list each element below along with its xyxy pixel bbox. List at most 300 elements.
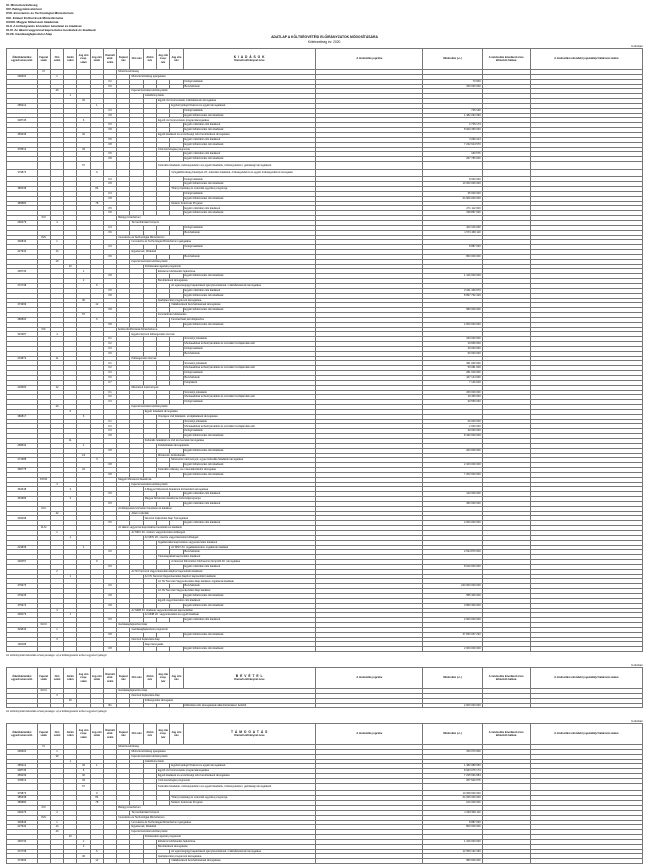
- cell-amount: 2 634 870 000: [423, 550, 482, 555]
- cell-jogcim: [316, 647, 423, 652]
- cell-k: K8: [103, 182, 116, 187]
- cell-amount: 7 146 000: [423, 380, 482, 385]
- cell-jc: 1: [77, 839, 90, 844]
- cell-amount: 160 576: [423, 152, 482, 157]
- item-name: Művészeti intézmények, egyes kulturális feladatok támogatása: [170, 458, 316, 463]
- cell-jc: 32: [77, 99, 90, 104]
- footnote: Az előirányzatmódosítás érvényessége: a) a költségvetési évben egyszeri jellegű: [6, 709, 107, 713]
- cell-k: K6: [103, 351, 116, 356]
- cell-amount: 2 000 000 000: [423, 618, 482, 623]
- cell-jogcim: [316, 859, 423, 864]
- cell-fej: XVII.: [37, 235, 50, 240]
- cell-amount: 2 000 000 000: [423, 703, 482, 708]
- cell-fej: [37, 703, 50, 708]
- cell-jc: 30: [77, 854, 90, 859]
- column-header: Alcím név: [143, 668, 156, 689]
- item-name: Az NV Nemzeti Vagyonkezelési Alap kiadásai, ingatlanok kiadásai: [157, 579, 316, 584]
- cell-amount: 150 000 000: [423, 390, 482, 395]
- empty-cell: [130, 169, 143, 177]
- cell-id: 363648: [7, 487, 38, 492]
- cell-cim: 1: [50, 820, 63, 825]
- empty-cell: [117, 859, 130, 864]
- cell-id: 373999: [7, 859, 38, 864]
- cell-id: 375373: [7, 584, 38, 589]
- cell-j: 12: [90, 303, 103, 308]
- cell-j: 9: [90, 169, 103, 177]
- cell-id: 385338: [7, 187, 38, 192]
- cell-cim: 11: [50, 356, 63, 361]
- cell-k: K3: [103, 371, 116, 376]
- cell-jc: 67: [77, 783, 90, 791]
- item-name: Vállalkozások beruházásainak támogatása: [170, 303, 316, 308]
- item-name: Egyéb működési célú kiadások: [183, 137, 316, 142]
- column-header: Jog cím csop. szám: [77, 49, 90, 70]
- table-row: [7, 647, 643, 652]
- cell-next-year: [482, 783, 530, 791]
- cell-k: K3: [103, 108, 116, 113]
- empty-cell: [117, 647, 130, 652]
- item-name: Innovációs és Technológiai Minisztérium igazgatása: [130, 820, 316, 825]
- cell-j: 6: [90, 317, 103, 322]
- cell-alc: [64, 703, 77, 708]
- cell-k: K8: [103, 593, 116, 598]
- item-name: Egyéb felhalmozási célú kiadások: [183, 593, 316, 598]
- item-name: Beruházások támogatása: [157, 279, 316, 284]
- cell-amount: 3 860 300 000: [423, 603, 482, 608]
- cell-amount: 1 416 000 000: [423, 839, 482, 844]
- empty-cell: [130, 703, 143, 708]
- chapter-line: XLIV. Az állami vagyonnal kapcsolatos bevételek és kiadások: [6, 28, 96, 33]
- column-header: Kiemelt előirányzat neve: [234, 59, 265, 62]
- item-name: Az NV Nemzeti Vagyonkezelési Alap kiadásai: [157, 589, 316, 594]
- empty-cell: [157, 859, 170, 864]
- cell-k: K1: [103, 390, 116, 395]
- cell-amount: 8 923 075 173: [423, 769, 482, 774]
- cell-id: 296736: [7, 839, 38, 844]
- column-header: Fejezet szám: [37, 668, 50, 689]
- section-header: [183, 668, 316, 689]
- cell-amount: 8 920 350 000: [423, 128, 482, 133]
- cell-id: 315387: [7, 332, 38, 337]
- cell-fej: [37, 162, 50, 170]
- cell-id: 339098: [7, 516, 38, 521]
- item-name: Egyéb felhalmozási célú kiadások: [183, 142, 316, 147]
- item-name: Az MNV Zrt. részére vagyonkezelési költségek: [130, 531, 316, 536]
- item-name: Fenntartható közlekedés: [157, 313, 316, 318]
- cell-k: [103, 859, 116, 864]
- item-name: Gazdaságfejlesztési Alap: [117, 623, 316, 628]
- cell-k: K2: [103, 366, 116, 371]
- column-header: Alcím szám: [64, 668, 77, 689]
- cell-amount: 2 725 173: [423, 123, 482, 128]
- cell-jc: 1: [77, 269, 90, 274]
- cell-cim: 1: [50, 74, 63, 79]
- cell-j: [90, 647, 103, 652]
- cell-amount: 2 000 000: [423, 424, 482, 429]
- item-name: Egyéb központi költségvetési szervek: [130, 332, 316, 337]
- cell-alc: 1: [64, 574, 77, 579]
- cell-next-year: [482, 162, 530, 170]
- table-row: [7, 859, 643, 864]
- item-name: Egyéb felhalmozási célú kiadások: [183, 463, 316, 468]
- item-name: Dologi kiadások: [183, 225, 316, 230]
- item-name: Közlekedési ágazati programok: [143, 264, 316, 269]
- cell-cim: 4: [50, 221, 63, 226]
- unit-label: forintban: [631, 44, 643, 48]
- item-name: Egyéb felhalmozási célú kiadások: [183, 434, 316, 439]
- column-header: Jog cím név: [170, 668, 183, 689]
- cell-k: K2: [103, 424, 116, 429]
- item-name: Dologi kiadások: [183, 108, 316, 113]
- cell-amount: 12 059 192 390: [423, 849, 482, 854]
- cell-k: K8: [103, 113, 116, 118]
- column-header: Jog cím csop. szám: [77, 724, 90, 745]
- cell-j: [90, 783, 103, 791]
- item-name: Személyi juttatások: [183, 361, 316, 366]
- item-name: Fenntartható járműfejlesztés: [170, 317, 316, 322]
- cell-k: K8: [103, 293, 116, 298]
- cell-k: K5: [103, 492, 116, 497]
- item-name: Művészeti intézmények: [130, 385, 316, 390]
- cell-k: K3: [103, 245, 116, 250]
- cell-k: K2: [103, 79, 116, 84]
- cell-amount: 8 887 000: [423, 245, 482, 250]
- empty-cell: [170, 703, 183, 708]
- table-row: [7, 169, 643, 177]
- cell-cim: [50, 647, 63, 652]
- cell-amount: 980 000 000: [423, 308, 482, 313]
- cell-id: [7, 162, 38, 170]
- column-header: Jog cím csop. név: [157, 49, 170, 70]
- cell-k: [103, 783, 116, 791]
- cell-amount: 19 650 000: [423, 342, 482, 347]
- item-name: Fejezeti kezelésű előirányzatok: [130, 754, 316, 759]
- empty-cell: [117, 703, 130, 708]
- column-header: Alcím név: [143, 49, 156, 70]
- cell-alc: 30: [64, 698, 77, 703]
- item-name: Költségvetési támogatás: [143, 698, 316, 703]
- cell-amount: 2 100 000 000: [423, 463, 482, 468]
- cell-k: K6: [103, 584, 116, 589]
- column-header: Alcím szám: [64, 724, 77, 745]
- item-name: Az egészségügyi kapacitások igénybevételének, működtetésének támogatása: [170, 283, 316, 288]
- cell-amount: 200 000 000: [423, 448, 482, 453]
- cell-fej: [37, 783, 50, 791]
- empty-cell: [143, 169, 156, 177]
- empty-cell: [130, 783, 143, 791]
- cell-fej: XXXIII.: [37, 477, 50, 482]
- item-name: Társaságokkal kapcsolatos kiadások: [157, 555, 316, 560]
- cell-k: K1: [103, 361, 116, 366]
- cell-alc: [64, 162, 77, 170]
- column-header: Jog cím név: [170, 49, 183, 70]
- item-name: Egyéb feladatok támogatása: [143, 409, 316, 414]
- cell-k: K3: [103, 346, 116, 351]
- cell-fej: XI.: [37, 745, 50, 750]
- cell-fej: XI.: [37, 70, 50, 75]
- item-name: Egyéb felhalmozási célú kiadások: [183, 157, 316, 162]
- column-header: A módosítást elrendelő jogszabály/ határozat száma: [530, 668, 642, 689]
- item-name: Egyéb felhalmozási célú kiadások: [183, 308, 316, 313]
- item-name: Magyar Művészeti Akadémia: [117, 477, 316, 482]
- cell-alc: 22: [64, 835, 77, 840]
- cell-id: 363686: [7, 497, 38, 502]
- cell-amount: 338 897 000: [423, 211, 482, 216]
- cell-cim: 2: [50, 569, 63, 574]
- cell-id: 218600: [7, 385, 38, 390]
- column-header: Jog cím csop. név: [157, 668, 170, 689]
- cell-amount: 800 000 000: [423, 825, 482, 830]
- column-header: Jog cím szám: [90, 49, 103, 70]
- cell-k: K8: [103, 448, 116, 453]
- cell-cim: 20: [50, 259, 63, 264]
- item-name: Az MNV Zrt. ingatlankezelési, ingatlanok kiadásai: [170, 545, 316, 550]
- empty-cell: [143, 783, 156, 791]
- cell-id: 296479: [7, 221, 38, 226]
- cell-amount: 1 574 490 110: [423, 230, 482, 235]
- cell-amount: 257 780 000: [423, 157, 482, 162]
- cell-id: 372738: [7, 849, 38, 854]
- cell-k: K5: [103, 206, 116, 211]
- item-name: Elővárosi közlekedés fejlesztése: [157, 839, 316, 844]
- column-header: Jog cím szám: [90, 724, 103, 745]
- cell-cim: 3: [50, 693, 63, 698]
- cell-k: K1: [103, 337, 116, 342]
- cell-k: K6: [103, 376, 116, 381]
- item-name: Dologi kiadások: [183, 400, 316, 405]
- item-name: Innovációs és Technológiai Minisztérium: [117, 235, 316, 240]
- cell-fej: XLVII.: [37, 689, 50, 694]
- cell-id: 338745: [7, 118, 38, 123]
- item-name: Egyházi jellegű fővárosi és egyéb támogatások: [170, 103, 316, 108]
- cell-j: 9: [90, 791, 103, 796]
- cell-jc: 33: [77, 778, 90, 783]
- item-name: Civil összefogás programok: [157, 147, 316, 152]
- item-name: Állami számlák: [130, 511, 316, 516]
- item-name: Egyéb felhalmozási célú kiadások: [183, 196, 316, 201]
- cell-cim: 14: [50, 250, 63, 255]
- cell-id: 296736: [7, 269, 38, 274]
- cell-cim: [50, 859, 63, 864]
- document-title: ADATLAP A KÖLTSÉGVETÉSI ELŐIRÁNYZATOK MÓDOSÍTÁSÁRA: [271, 35, 378, 39]
- footnote: Az előirányzatmódosítás érvényessége: a) a költségvetési évben egyszeri jellegű: [6, 653, 107, 657]
- cell-id: 373999: [7, 303, 38, 308]
- column-header: Jog cím szám: [90, 668, 103, 689]
- cell-k: K5: [103, 152, 116, 157]
- cell-k: K8: [103, 128, 116, 133]
- cell-amount: 30 000 000: [423, 429, 482, 434]
- cell-j: 3: [90, 458, 103, 463]
- cell-jc: 24: [77, 468, 90, 473]
- table-row: [7, 162, 643, 170]
- cell-id: 375372: [7, 603, 38, 608]
- cell-amount: 150 000 000: [423, 337, 482, 342]
- cell-cim: 20: [50, 405, 63, 410]
- item-name: Terrorelhárítási Központ: [130, 221, 316, 226]
- cell-jogcim: [316, 703, 423, 708]
- item-name: Egyéb működési célú kiadások: [183, 123, 316, 128]
- cell-k: K8: [103, 463, 116, 468]
- cell-j: 78: [90, 201, 103, 206]
- item-name: Beruházások: [183, 351, 316, 356]
- header-row: [7, 724, 643, 745]
- item-name: Egyéb felhalmozási célú kiadások: [183, 472, 316, 477]
- cell-id: 379873: [7, 169, 38, 177]
- cell-amount: 8 000 000: [423, 177, 482, 182]
- cell-alc: 3: [64, 487, 77, 492]
- cell-amount: 64 935 000 000: [423, 796, 482, 801]
- cell-amount: 1 416 000 000: [423, 274, 482, 279]
- cell-amount: 1 482 264 390: [423, 113, 482, 118]
- cell-k: K8: [103, 632, 116, 637]
- item-name: Munkaadókat terhelő járulékok és szociális hozzájárulási adó: [183, 342, 316, 347]
- cell-alc: [64, 783, 77, 791]
- cell-k: [103, 169, 116, 177]
- cell-k: K6: [103, 254, 116, 259]
- item-name: Egyéb felhalmozási célú kiadások: [183, 211, 316, 216]
- item-name: Kulturális feladatok, örökségvédelem és egyéb feladatok, örökségvédelmi, gazdasági támogatások: [157, 162, 316, 170]
- cell-amount: 70 900: [423, 79, 482, 84]
- item-name: Egyetemek, főiskolák: [130, 250, 316, 255]
- cell-alc: 6: [64, 409, 77, 414]
- item-name: Felsőoktatási támogatások: [157, 443, 316, 448]
- cell-k: K2: [103, 342, 116, 347]
- item-name: Egyéb felhalmozási célú kiadások: [183, 647, 316, 652]
- cell-k: K5: [103, 521, 116, 526]
- cell-id: 330846: [7, 820, 38, 825]
- section-title: B E V É T E L: [235, 673, 263, 678]
- item-name: Gazdaságfejlesztési programok: [130, 627, 316, 632]
- cell-alc: 1: [64, 535, 77, 540]
- cell-alc: 11: [64, 438, 77, 443]
- column-header: Módosítás (+/-): [423, 668, 482, 689]
- cell-jogcim: [316, 783, 423, 791]
- cell-k: K5: [103, 288, 116, 293]
- cell-j: 6: [90, 849, 103, 854]
- cell-amount: 59 081 000: [423, 366, 482, 371]
- empty-cell: [130, 647, 143, 652]
- cell-j: [90, 162, 103, 170]
- item-name: Egyetemek, főiskolák: [130, 825, 316, 830]
- cell-alc: 1: [64, 94, 77, 99]
- cell-id: 330846: [7, 240, 38, 245]
- cell-amount: 19 450 000: [423, 395, 482, 400]
- cell-fej: XLII.: [37, 506, 50, 511]
- cell-jc: [77, 647, 90, 652]
- cell-decree: [530, 169, 642, 177]
- column-header: Alcím név: [143, 724, 156, 745]
- cell-jc: 67: [77, 162, 90, 170]
- item-name: Egyéb felhalmozási célú kiadások: [183, 603, 316, 608]
- bevetel-table: [6, 667, 643, 708]
- item-name: Emberi Erőforrások Minisztériuma: [117, 327, 316, 332]
- item-name: Tihanyi Apátság és műemlék együttes programja: [170, 187, 316, 192]
- cell-k: K5: [103, 123, 116, 128]
- cell-fej: [37, 647, 50, 652]
- item-name: Beruházások: [183, 84, 316, 89]
- column-header: Cím név: [130, 49, 143, 70]
- cell-amount: 8 887 000: [423, 820, 482, 825]
- empty-cell: [130, 162, 143, 170]
- cell-jc: 1: [77, 545, 90, 550]
- column-header: Államháztartási egyedi azonosító: [7, 49, 38, 70]
- item-name: Kulturális feladatok, örökségvédelem és egyéb feladatok, örökségvédelmi, gazdasági támogatások: [157, 783, 316, 791]
- cell-decree: [530, 647, 642, 652]
- cell-k: K5: [103, 501, 116, 506]
- cell-amount: 30 550 000: [423, 400, 482, 405]
- column-header: A módosítást elrendelő jogszabály/ határozat száma: [530, 724, 642, 745]
- column-header: Módosítás (+/-): [423, 724, 482, 745]
- item-name: Egyéb működési célú kiadások: [183, 492, 316, 497]
- cell-amount: 7 200 000 000: [423, 472, 482, 477]
- column-header: Alcím szám: [64, 49, 77, 70]
- cell-id: 385880: [7, 201, 38, 206]
- column-header: Kiemelt előir. szám: [103, 49, 116, 70]
- chapter-line: XIX. Emberi Erőforrások Minisztériuma: [6, 15, 64, 20]
- cell-next-year: [482, 703, 530, 708]
- section-header: [183, 724, 316, 745]
- cell-cim: [50, 162, 63, 170]
- cell-cim: [50, 783, 63, 791]
- document-subtitle: Kötelezettség év: 2020.: [307, 40, 342, 44]
- cell-id: [7, 647, 38, 652]
- column-header: A módosítás következő évre áthúzódó hatása: [482, 668, 530, 689]
- cell-id: 380817: [7, 414, 38, 419]
- cell-amount: 37 830 067 262: [423, 632, 482, 637]
- chapter-line: XLVII. Gazdaságfejlesztési Alap: [6, 32, 53, 37]
- item-name: Az MNB Zrt. vagyonkezelési és egyéb kiadásai: [143, 613, 316, 618]
- item-name: Egyéb működési célú kiadások: [183, 501, 316, 506]
- cell-id: 385338: [7, 796, 38, 801]
- column-header: Jog cím csop. szám: [77, 668, 90, 689]
- cell-k: K6: [103, 230, 116, 235]
- cell-id: 271688: [7, 458, 38, 463]
- column-header: Cím név: [130, 668, 143, 689]
- cell-cim: 1: [50, 627, 63, 632]
- cell-jogcim: [316, 162, 423, 170]
- cell-id: 379235: [7, 593, 38, 598]
- section-title: T Á M O G A T Á S: [230, 729, 268, 734]
- cell-id: 378513: [7, 778, 38, 783]
- item-name: Modern Kolozsvár Program: [170, 801, 316, 806]
- cell-cim: 4: [50, 810, 63, 815]
- cell-amount: 585 400 000: [423, 593, 482, 598]
- cell-amount: 2 000 000 000: [423, 322, 482, 327]
- cell-amount: 800 000 000: [423, 254, 482, 259]
- item-name: Civil összefogás programok: [157, 778, 316, 783]
- empty-cell: [157, 169, 170, 177]
- table-row: [7, 783, 643, 791]
- cell-cim: 30: [50, 754, 63, 759]
- cell-amount: 8 897 762 420: [423, 293, 482, 298]
- cell-k: K3: [103, 225, 116, 230]
- cell-cim: 1: [50, 531, 63, 536]
- cell-amount: 257 940 576: [423, 778, 482, 783]
- item-name: Dologi kiadások: [183, 429, 316, 434]
- cell-id: 285212: [7, 103, 38, 108]
- cell-j: [90, 703, 103, 708]
- item-name: Munkaadókat terhelő járulékok és szociális hozzájárulási adó: [183, 395, 316, 400]
- cell-next-year: [482, 169, 530, 177]
- cell-id: 219872: [7, 356, 38, 361]
- cell-k: B1: [103, 703, 116, 708]
- cell-jc: [77, 169, 90, 177]
- chapter-line: XXXIII. Magyar Művészeti Akadémia: [6, 19, 59, 24]
- cell-amount: 447 144 000: [423, 376, 482, 381]
- cell-cim: 12: [50, 385, 63, 390]
- cell-j: 84: [90, 187, 103, 192]
- item-name: Beruházások: [183, 584, 316, 589]
